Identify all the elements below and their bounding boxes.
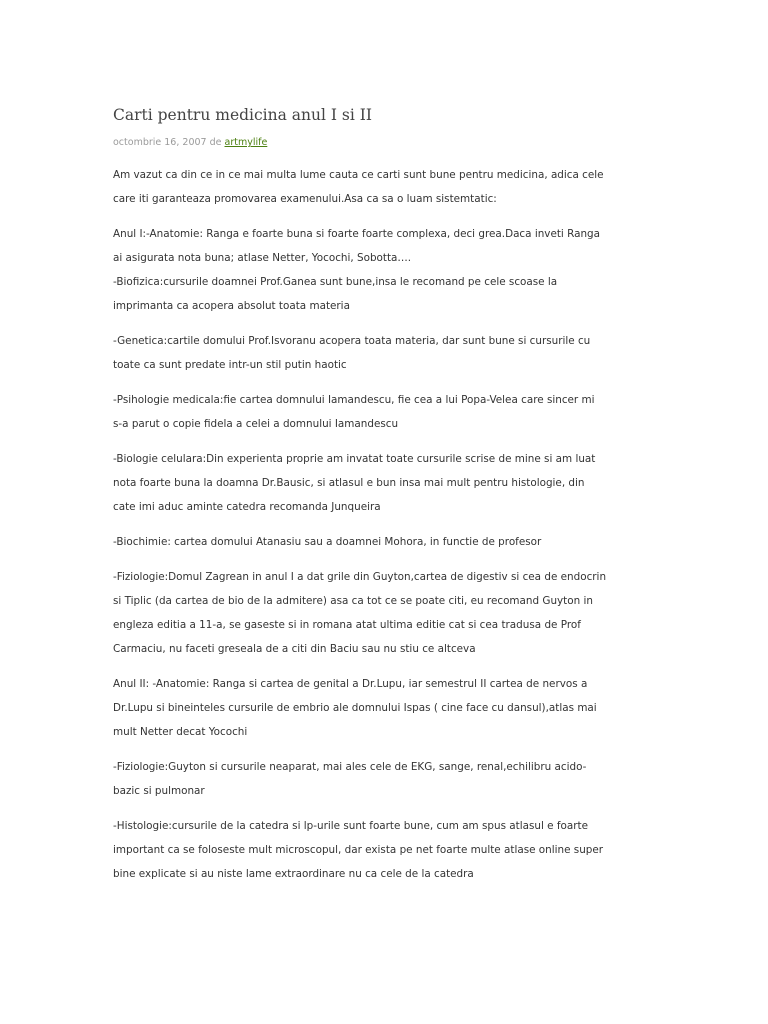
paragraph-line: ai asigurata nota buna; atlase Netter, Yocochi, Sobotta….	[113, 252, 412, 264]
paragraph-line: engleza editia a 11-a, se gaseste si in romana atat ultima editie cat si cea tradusa de Prof	[113, 619, 581, 631]
paragraph-line: s-a parut o copie fidela a celei a domnului Iamandescu	[113, 418, 399, 430]
paragraph	[113, 530, 723, 554]
paragraph-line: -Biofizica:cursurile doamnei Prof.Ganea sunt bune,insa le recomand pe cele scoase la	[113, 276, 558, 288]
post-body	[113, 163, 723, 897]
paragraph-line: -Biochimie: cartea domului Atanasiu sau a doamnei Mohora, in functie de profesor	[113, 536, 542, 548]
paragraph	[113, 755, 723, 803]
paragraph-line: mult Netter decat Yocochi	[113, 726, 248, 738]
author-link[interactable]: artmylife	[224, 137, 268, 148]
paragraph	[113, 329, 723, 377]
paragraph-line: important ca se foloseste mult microscopul, dar exista pe net foarte multe atlase online super	[113, 844, 604, 856]
paragraph-line: care iti garanteaza promovarea examenului.Asa ca sa o luam sistemtatic:	[113, 193, 497, 205]
paragraph-line: cate imi aduc aminte catedra recomanda Junqueira	[113, 501, 381, 513]
paragraph-line: -Genetica:cartile domului Prof.Isvoranu acopera toata materia, dar sunt bune si cursurile cu	[113, 335, 591, 347]
paragraph	[113, 388, 723, 436]
paragraph-line: bazic si pulmonar	[113, 785, 205, 797]
paragraph-line: Carmaciu, nu faceti greseala de a citi din Baciu sau nu stiu ce altceva	[113, 643, 476, 655]
paragraph-line: bine explicate si au niste lame extraordinare nu ca cele de la catedra	[113, 868, 474, 880]
paragraph-line: nota foarte buna la doamna Dr.Bausic, si atlasul e bun insa mai mult pentru histologie, din	[113, 477, 585, 489]
paragraph-line: Anul I:-Anatomie: Ranga e foarte buna si foarte foarte complexa, deci grea.Daca inveti Ranga	[113, 228, 601, 240]
paragraph	[113, 222, 723, 318]
paragraph-line: Anul II: -Anatomie: Ranga si cartea de genital a Dr.Lupu, iar semestrul II cartea de nervos a	[113, 678, 588, 690]
post-date: octombrie 16, 2007 de	[113, 137, 222, 148]
paragraph	[113, 672, 723, 744]
paragraph-line: Am vazut ca din ce in ce mai multa lume cauta ce carti sunt bune pentru medicina, adica cele	[113, 169, 604, 181]
paragraph-line: si Tiplic (da cartea de bio de la admitere) asa ca tot ce se poate citi, eu recomand Guyton in	[113, 595, 593, 607]
paragraph	[113, 814, 723, 886]
blog-post	[113, 0, 723, 1024]
post-title: Carti pentru medicina anul I si II	[113, 106, 373, 124]
paragraph-line: -Histologie:cursurile de la catedra si lp-urile sunt foarte bune, cum am spus atlasul e foarte	[113, 820, 588, 832]
paragraph-line: imprimanta ca acopera absolut toata materia	[113, 300, 350, 312]
paragraph-line: -Biologie celulara:Din experienta proprie am invatat toate cursurile scrise de mine si am luat	[113, 453, 596, 465]
paragraph-line: Dr.Lupu si bineinteles cursurile de embrio ale domnului Ispas ( cine face cu dansul),atlas mai	[113, 702, 597, 714]
paragraph	[113, 163, 723, 211]
paragraph	[113, 565, 723, 661]
paragraph-line: -Fiziologie:Guyton si cursurile neaparat, mai ales cele de EKG, sange, renal,echilibru acido-	[113, 761, 587, 773]
paragraph	[113, 447, 723, 519]
post-meta	[113, 137, 267, 149]
paragraph-line: toate ca sunt predate intr-un stil putin haotic	[113, 359, 347, 371]
paragraph-line: -Fiziologie:Domul Zagrean in anul I a dat grile din Guyton,cartea de digestiv si cea de endocrin	[113, 571, 607, 583]
paragraph-line: -Psihologie medicala:fie cartea domnului Iamandescu, fie cea a lui Popa-Velea care sincer mi	[113, 394, 595, 406]
